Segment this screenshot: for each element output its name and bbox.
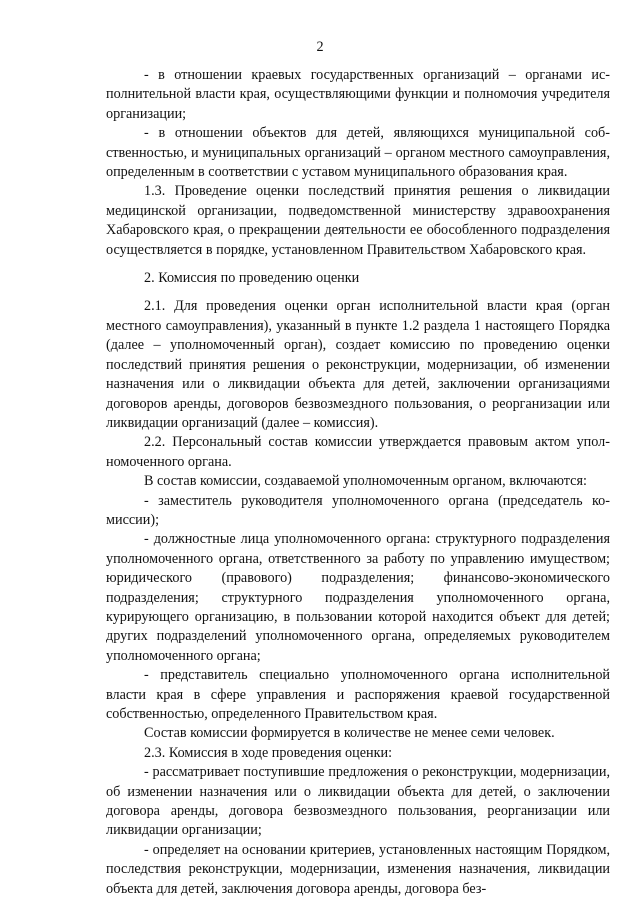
paragraph-officials: - должностные лица уполномоченного органа: структурного подразделения уполномоченного органа, ответственного за работу по управлению имуществом; юридического (правового) подразделения; финансово-экономического подразделения; структурного подразделения уполномоченного органа, курирующего организацию, в пользовании которой находится объект для детей; других подразделений уполномоченного органа, определяемых руководителем уполномоченного органа;: [106, 531, 610, 664]
paragraph-2-3: 2.3. Комиссия в ходе проведения оценки:: [144, 744, 393, 761]
paragraph-commission-includes: В состав комиссии, создаваемой уполномоченным органом, включаются:: [144, 473, 587, 490]
section-heading-commission: 2. Комиссия по проведению оценки: [144, 270, 360, 287]
paragraph-determines-consequences: - определяет на основании критериев, установленных настоящим Порядком, последствия реконструкции, модернизации, изменения назначения, ликвидации объекта для детей, заключения договора аренды, договора без-: [106, 841, 610, 897]
paragraph-representative: - представитель специально уполномоченного органа исполнительной власти края в сфере управления и распоряжения краевой государственной собственностью, определенного Правительством края.: [106, 667, 610, 722]
paragraph-2-1: 2.1. Для проведения оценки орган исполнительной власти края (орган местного самоуправления), указанный в пункте 1.2 раздела 1 настоящего Порядка (далее – уполномоченный орган), создает комиссию по проведению оценки последствий принятия решения о реконструкции, модернизации, об изменении назначения или о ликвидации объекта для детей, заключении организациями договоров аренды, договоров безвозмездного пользования, о реорганизации или ликвидации организаций (далее – комиссия).: [106, 298, 610, 431]
paragraph-1-3: 1.3. Проведение оценки последствий принятия решения о ликвидации медицинской организации, подведомственной министерству здравоохранения Хабаровского края, о прекращении деятельности ее обособленного подразделения осуществляется в порядке, установленном Правительством Хабаровского края.: [106, 183, 610, 258]
paragraph-regional-organizations: - в отношении краевых государственных организаций – органами исполнительной власти края, осуществляющими функции и полномочия учредителя организации;: [106, 67, 610, 122]
paragraph-deputy-head: - заместитель руководителя уполномоченного органа (председатель комиссии);: [106, 492, 610, 528]
paragraph-municipal-objects: - в отношении объектов для детей, являющихся муниципальной собственностью, и муниципальных организаций – органом местного самоуправления, определенным в соответствии с уставом муниципального образования края.: [106, 125, 610, 181]
document-body: [106, 66, 610, 899]
paragraph-commission-size: Состав комиссии формируется в количестве не менее семи человек.: [144, 725, 555, 742]
page-number: 2: [316, 39, 324, 55]
paragraph-2-2: 2.2. Персональный состав комиссии утверждается правовым актом уполномоченного органа.: [106, 434, 610, 470]
paragraph-reviews-proposals: - рассматривает поступившие предложения о реконструкции, модернизации, об изменении назначения или о ликвидации объекта для детей, о заключении договора аренды, договора безвозмездного пользования, реорганизации или ликвидации организации;: [106, 764, 610, 839]
